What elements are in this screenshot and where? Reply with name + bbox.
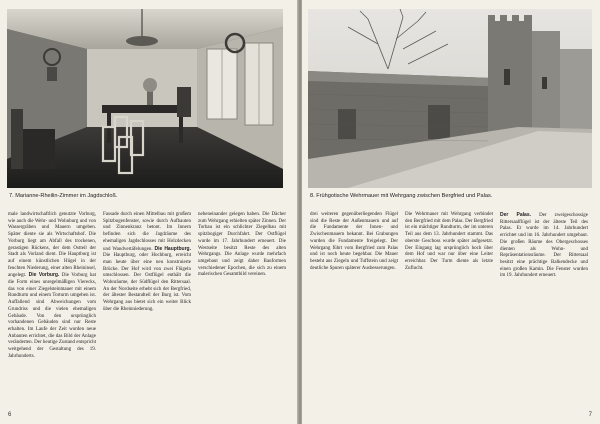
castle-wall-photo bbox=[308, 9, 592, 188]
text-column-3 bbox=[198, 212, 286, 279]
page-number: 6 bbox=[8, 412, 12, 418]
column-body: Die Hauptburg, oder Hochburg, erreicht man heute über eine neu konstruierte Brücke. Der Hof wird von zwei Flügeln umschlossen. Der Ostflügel enthält die Wohnräume, der Südflügel den Rittersaal. An der Nordseite erhebt sich der Bergfried, der ältester Bestandteil der Burg ist. Vom Wehrgang aus bietet sich ein weiter Blick über die Rheinniederung. bbox=[103, 253, 191, 312]
text-column-2 bbox=[405, 212, 493, 272]
column-body: nebeneinander gelegen haben. Die Dächer zum Wehrgang erhielten später Zinnen. Der Torbau ist ein schlichter Ziegelbau mit spitzbogiger Durchfahrt. Der Ostflügel wurde im 17. Jahrhundert erneuert. Die Westseite besitzt Reste des alten Wehrgangs. Die Anlage wurde mehrfach umgebaut und zeigt daher Bauformen verschiedener Epochen, die sich zu einem malerischen Gesamtbild vereinen. bbox=[198, 212, 286, 278]
interior-room-photo bbox=[7, 9, 283, 188]
section-heading: Die Hauptburg. bbox=[154, 245, 191, 252]
column-intro: Fassade durch einen Mittelbau mit großem Spitzbogenfenster, sowie durch Aufbauten und Zinnenkranz betont. Im Innern befinden sich die Jagdräume des ehemaligen Jagdschlosses mit Holzdecken und Wandvertäfelungen. bbox=[103, 212, 191, 252]
column-body: drei weiteren gegenüberliegenden Flügel sind die Reste der Außenmauern und auf die Fundamente der Innen- und Zwischenmauern bekannt. Bei Grabungen wurden die Fundamente freigelegt. Der Wehrgang führt vom Bergfried zum Palas und ist noch heute begehbar. Die Mauer besteht aus Ziegeln und Tuffstein und zeigt deutliche Spuren späterer Ausbesserungen. bbox=[310, 212, 398, 271]
column-body: Die Vorburg hat die Form eines unregelmäßigen Vierecks, das von einer Ziegelsteinmauer mit einem Rundturm und einem Torturm umgeben ist. Auffallend sind Abweichungen vom Grundriss und die vielen ehemaligen Gebäude. Von den ursprünglich vorhandenen Gebäuden sind nur Reste erhalten. Im Laufe der Zeit wurden neue Anbauten errichtet, die das Bild der Anlage veränderten. Der heutige Zustand entspricht weitgehend der Gestaltung des 19. Jahrhunderts. bbox=[8, 273, 97, 359]
section-heading: Der Palas. bbox=[500, 212, 532, 218]
text-column-2 bbox=[103, 212, 191, 314]
column-body: Der zweigeschossige Rittersaalflügel ist der älteste Teil des Palas. Er wurde im 14. Jahrhundert errichtet und im 16. Jahrhundert umgebaut. Die großen Räume des Obergeschosses dienten als Wohn- und Repräsentationsräume. Der Rittersaal besitzt eine prächtige Balkendecke und einen großen Kamin. Die Fenster wurden im 19. Jahrhundert erneuert. bbox=[500, 213, 588, 279]
text-column-3 bbox=[500, 212, 588, 280]
right-page bbox=[302, 0, 600, 424]
figure-caption: 7. Marianne-Rheilin-Zimmer im Jagdschloß. bbox=[9, 193, 118, 199]
column-intro: male landwirtschaftlich genutzte Vorburg, wie auch die Wehr- und Wohnburg und von Wassergräben und Mauern umgeben. Später diente sie als Wirtschaftshof. Die Vorburg liegt am Abfall des trockenen, gerastigen Rückens, der dem Ostteil der Stadt als Vorland dient. Die Hauptburg ist auf einem künstlichen Hügel in der feuchten Niederung, einer alten Rheininsel, angelegt. bbox=[8, 212, 96, 279]
castle-wall-illustration bbox=[308, 9, 592, 188]
interior-room-illustration bbox=[7, 9, 283, 188]
section-heading: Die Vorburg. bbox=[28, 272, 60, 279]
page-number: 7 bbox=[588, 412, 592, 418]
text-column-1 bbox=[8, 212, 96, 360]
figure-caption: 8. Frühgotische Wehrmauer mit Wehrgang zwischen Bergfried und Palas. bbox=[310, 193, 493, 199]
text-column-1 bbox=[310, 212, 398, 272]
column-body: Die Wehrmauer mit Wehrgang verbindet den Bergfried mit dem Palas. Der Bergfried ist ein mächtiger Rundturm, der im unteren Teil aus dem 13. Jahrhundert stammt. Das oberste Geschoss wurde später aufgesetzt. Der Eingang lag ursprünglich hoch über dem Hof und war nur über eine Leiter erreichbar. Der Turm diente als letzte Zuflucht. bbox=[405, 212, 493, 271]
left-page bbox=[0, 0, 298, 424]
